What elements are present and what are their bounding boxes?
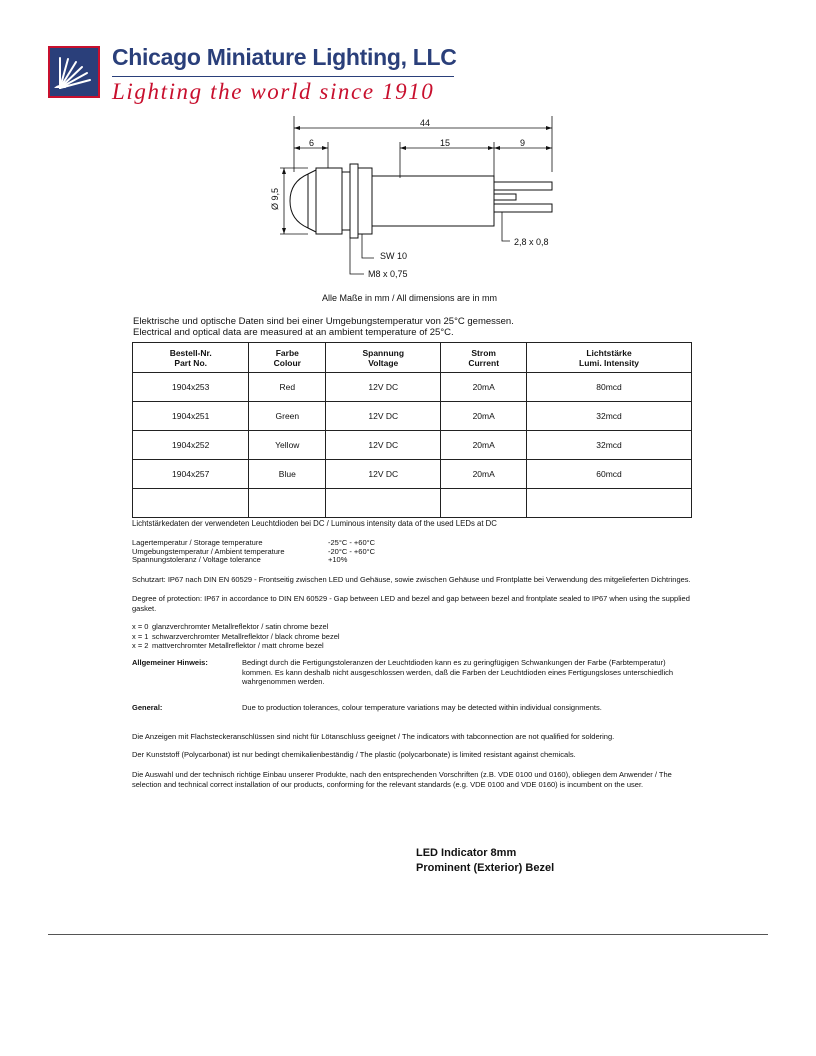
cell-intensity: 32mcd [527,402,692,431]
table-row [133,373,692,402]
cell-colour: Green [249,402,326,431]
specifications-table [132,342,692,518]
cell-voltage: 12V DC [326,402,441,431]
cell-colour: Red [249,373,326,402]
cell-empty [527,489,692,518]
bezel-option: x = 0 glanzverchromter Metallreflektor / satin chrome bezel [132,622,329,631]
lamp-rays-icon [50,48,98,96]
general-note-en-text: Due to production tolerances, colour temperature variations may be detected within individual consignments. [242,703,602,712]
spec-label: Umgebungstemperatur / Ambient temperature [132,546,285,556]
col-header-intensity: Lichtstärke Lumi. Intensity [527,343,692,373]
measurement-conditions-de: Elektrische und optische Daten sind bei einer Umgebungstemperatur von 25°C gemessen. [133,316,514,327]
spec-value: -20°C - +60°C [328,546,376,556]
selection-note: Die Auswahl und der technisch richtige Einbau unserer Produkte, nach den entsprechenden Vorschriften (z.B. VDE 0100 und 0160), obliegen dem Anwender / The selection and technical correct installation of our products, conforming for the relevant standards (e.g. VDE 0100 and VDE 0160) is incumbent on the user. [132,770,672,789]
table-row [133,431,692,460]
col-header-part-no: Bestell-Nr. Part No. [133,343,249,373]
cell-current: 20mA [441,460,527,489]
product-title-line2: Prominent (Exterior) Bezel [416,862,555,874]
bezel-option: x = 1 schwarzverchromter Metallreflektor / black chrome bezel [132,631,340,641]
general-note-en [132,703,692,713]
general-note-de-label: Allgemeiner Hinweis: [132,658,208,667]
cell-voltage: 12V DC [326,460,441,489]
measurement-conditions [133,316,514,338]
cell-intensity: 32mcd [527,431,692,460]
cell-part-no: 1904x253 [133,373,249,402]
measurement-conditions-en: Electrical and optical data are measured at an ambient temperature of 25°C. [133,327,454,338]
cell-current: 20mA [441,431,527,460]
cell-voltage: 12V DC [326,431,441,460]
header-divider [112,76,454,77]
col-header-voltage: Spannung Voltage [326,343,441,373]
spec-value: +10% [328,555,348,564]
cell-part-no: 1904x252 [133,431,249,460]
table-header-row [133,343,692,373]
footer-divider [48,934,768,935]
cell-empty [133,489,249,518]
col-header-current: Strom Current [441,343,527,373]
spec-label: Lagertemperatur / Storage temperature [132,538,263,547]
cell-empty [249,489,326,518]
dim-front-label: 6 [309,138,315,148]
general-note-en-label: General: [132,703,163,712]
product-title-line1: LED Indicator 8mm [416,847,517,859]
dim-total-label: 44 [420,118,431,128]
dim-thread-label: M8 x 0,75 [368,269,408,279]
product-title [416,846,554,876]
table-row [133,402,692,431]
table-row [133,460,692,489]
company-logo [48,46,100,98]
solder-note: Die Anzeigen mit Flachsteckeranschlüssen sind nicht für Lötanschluss geeignet / The indicators with tabconnection are not qualified for soldering. [132,732,615,741]
cell-part-no: 1904x257 [133,460,249,489]
intensity-note: Lichtstärkedaten der verwendeten Leuchtdioden bei DC / Luminous intensity data of the used LEDs at DC [132,519,497,528]
protection-de: Schutzart: IP67 nach DIN EN 60529 - Frontseitig zwischen LED und Gehäuse, sowie zwischen Gehäuse und Frontplatte bei Verwendung des mitgelieferten Dichtringes. [132,575,691,584]
spec-label: Spannungstoleranz / Voltage tolerance [132,555,261,564]
spec-value: -25°C - +60°C [328,538,376,547]
general-note-de-text: Bedingt durch die Fertigungstoleranzen der Leuchtdioden kann es zu geringfügigen Schwankungen der Farbe (Farbtemperatur) kommen. Es kann deshalb nicht ausgeschlossen werden, daß die Farben der Leuchtdioden eines Fertigungsloses unterschiedlich wahrgenommen werden. [242,658,674,686]
cell-intensity: 80mcd [527,373,692,402]
cell-intensity: 60mcd [527,460,692,489]
table-row-empty [133,489,692,518]
dim-wrench-label: SW 10 [380,251,408,261]
bezel-option: x = 2 mattverchromter Metallreflektor / matt chrome bezel [132,641,324,650]
cell-current: 20mA [441,373,527,402]
dimensions-note: Alle Maße in mm / All dimensions are in mm [322,293,498,303]
environment-specs [132,539,375,565]
technical-drawing [262,112,562,282]
cell-voltage: 12V DC [326,373,441,402]
cell-colour: Yellow [249,431,326,460]
company-slogan: Lighting the world since 1910 [112,79,435,104]
bezel-options [132,622,340,651]
cell-empty [441,489,527,518]
plastic-note: Der Kunststoff (Polycarbonat) ist nur bedingt chemikalienbeständig / The plastic (polycarbonate) is limited resistant against chemicals. [132,750,576,759]
spec-row [132,556,375,565]
dim-diameter-label: Ø 9,5 [270,187,280,210]
general-note-de [132,658,692,687]
cell-colour: Blue [249,460,326,489]
protection-en: Degree of protection: IP67 in accordance to DIN EN 60529 - Gap between LED and bezel and gap between bezel and frontplate sealed to IP67 when using the supplied gasket. [132,594,690,613]
dim-body-label: 15 [440,138,451,148]
cell-part-no: 1904x251 [133,402,249,431]
dim-pins-label: 9 [520,138,526,148]
cell-current: 20mA [441,402,527,431]
cell-empty [326,489,441,518]
dim-pin-size-label: 2,8 x 0,8 [514,237,549,247]
col-header-colour: Farbe Colour [249,343,326,373]
company-name: Chicago Miniature Lighting, LLC [112,44,457,70]
